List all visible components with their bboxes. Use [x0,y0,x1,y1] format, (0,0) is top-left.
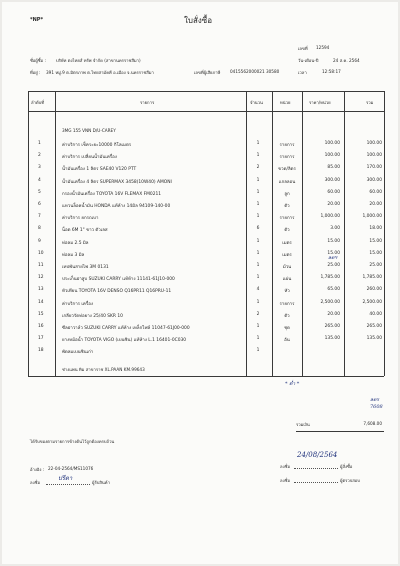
table-row [0,324,400,333]
ref-value: 22-04-2564/MS11076 [48,466,94,471]
doc-title: ใบสั่งซื้อ [184,16,213,25]
cell-item: เกลียวรัดท่อยาง 25/40 SKR 10 [62,313,123,319]
col-header-total: รวม [366,100,374,105]
cell-item: ค่าบริการ ยกรถเบา [62,216,99,222]
cell-unit: แผ่น [282,277,292,283]
total-rule [296,431,384,432]
cell-no: 5 [38,189,41,195]
ref-label: อ้างอิง : [30,467,45,472]
cell-unit: รายการ [279,216,295,222]
cell-price: 265.00 [324,324,340,329]
cell-item: กรองน้ำมันเครื่อง TOYOTA 16V FLEMAX FM0211 [62,191,162,197]
cell-price: 1,785.00 [320,275,340,281]
cell-no: 2 [38,153,41,159]
cell-item: เทปพันสายไฟ 3M 0131 [62,265,109,270]
cell-item: ยางหม้อน้ำ TOYOTA VIGO (เบนซิน) แท้ห้าง L.1 16401-0C030 [62,338,187,344]
handwritten-note: 7608 [370,404,383,410]
cell-total: 260.00 [366,287,382,293]
address-label: ที่อยู่ : [30,70,41,75]
cell-total: 40.00 [369,311,382,317]
cell-price: 60.00 [327,189,340,195]
cell-qty: 2 [256,165,260,171]
cell-no: 17 [38,336,44,342]
cell-no: 3 [38,165,41,171]
note-line: ช่างแพน ทิม สาขาราช XL.PAAN KM.99643 [62,367,145,372]
tax-label: เลขที่ผู้เสียภาษี [194,70,221,75]
table-row [0,178,400,187]
sign-left-line [46,484,90,485]
table-row [0,141,400,150]
cell-unit: ชุด [284,326,290,331]
cell-no: 13 [38,287,44,293]
cell-unit: อัน [284,338,290,344]
col-header-no: ลำดับที่ [31,100,45,105]
cell-item: ท่อลม 3 มิล [62,252,85,258]
cell-price: 1,000.00 [320,214,340,220]
cell-item: ท่อลม 2.5 มิล [62,240,89,246]
total-label: รวมเงิน [296,422,310,427]
tax-id: 0415562000021 30580 [230,69,280,74]
cell-qty: 1 [256,324,260,329]
cell-unit: ขวด/ลิตร [278,167,296,173]
cell-no: 6 [38,202,41,207]
cell-price: 100.00 [324,141,340,146]
cell-item: ค่าบริการ เปลี่ยนน้ำมันเครื่อง [62,155,117,161]
cell-unit: หัว [284,289,290,295]
cell-total: 1,785.00 [362,275,382,281]
cell-price: 85.00 [327,165,340,171]
cell-no: 9 [38,238,41,244]
cell-item: ค่าบริการ เครื่อง [62,301,94,307]
cell-item: แหวนล็อคน้ำมัน HONDA แท้ห้าง 14มิล 94109-140-00 [62,204,171,209]
cell-qty: 1 [256,177,260,183]
table-row [0,190,400,199]
cell-no: 7 [38,214,41,220]
cell-unit: ม้วน [282,265,292,270]
table-header-rule [28,111,384,112]
cell-qty: 1 [256,189,260,195]
cell-unit: ตัว [284,204,290,209]
cell-item: น็อต 6M 1" ขาว ตัวเลส [62,228,108,234]
doc-no-label: เลขที่ [298,46,308,51]
table-row [0,153,400,162]
cell-qty: 1 [256,263,260,268]
cell-qty: 4 [256,287,260,293]
cell-no: 10 [38,250,44,256]
handwritten-note: * ต่ำ * [285,381,300,387]
cell-qty: 1 [256,275,260,281]
received-statement: ได้รับของตามรายการข้างต้นไว้ถูกต้องครบถ้วน [30,439,115,444]
cell-price: 2,500.00 [320,299,340,305]
handwritten-note: ลดร [370,397,379,403]
table-bottom-rule [28,376,384,377]
sign-left-label: ลงชื่อ [30,480,40,485]
cell-price: 20.00 [327,202,340,207]
cell-price: 65.00 [327,287,340,293]
table-row [0,348,400,357]
table-row [0,165,400,174]
cell-total: 25.00 [369,263,382,268]
date-value: 24 ส.ค. 2564 [333,58,360,63]
total-value: 7,608.00 [363,421,382,426]
cell-item: พัดลมเบนซินเก่า [62,350,94,356]
cell-price: 100.00 [324,153,340,159]
cell-price: 300.00 [324,177,340,183]
cell-unit: รายการ [279,155,295,161]
col-header-qty: จำนวน [250,100,263,105]
sign-check-line [294,482,338,483]
cell-item: น้ำมันเครื่อง 1 ลิตร SAE40 V120 PTT [62,167,137,173]
sign-left-caption: ผู้รับสินค้า [92,480,110,485]
cell-total: 60.00 [369,189,382,195]
address: 391 หมู่.9 ต.มิตรภาพ ต.ไทยสามัคคี อ.เมือง จ.นครราชสีมา [46,70,154,75]
cell-qty: 1 [256,202,260,207]
col-header-price: ราคา/หน่วย [309,100,331,105]
cell-total: 300.00 [366,177,382,183]
signature-right: 24/08/2564 [297,451,338,459]
table-row [0,226,400,235]
cell-price: 20.00 [327,311,340,317]
cell-item: น้ำมันเครื่อง 4 ลิตร SUPERMAX 3458(10W40) AMONI [62,179,172,185]
table-row [0,263,400,272]
cell-item: ประเก็นฝาสูบ SUZUKI CARRY แท้ห้าง 11141-61J10-000 [62,277,175,283]
cell-unit: เมตร [282,240,292,246]
table-top-rule [28,91,384,92]
cell-total: 100.00 [366,153,382,159]
handwritten-note: ลดฯ [328,255,338,261]
cell-total: 2,500.00 [362,299,382,305]
cell-unit: แกลลอน [278,179,296,185]
cell-no: 12 [38,275,44,281]
cell-total: 100.00 [366,141,382,146]
cell-qty: 1 [256,238,260,244]
cell-total: 15.00 [369,238,382,244]
cell-qty: 1 [256,348,260,354]
buyer-label: ชื่อผู้ซื้อ : [30,58,46,63]
sign-right-caption: ผู้สั่งซื้อ [340,464,353,469]
cell-no: 11 [38,263,44,268]
cell-qty: 6 [256,226,260,232]
cell-price: 15.00 [327,238,340,244]
time-label: เวลา [298,70,307,75]
cell-price: 3.00 [330,226,340,232]
table-row [0,251,400,260]
cell-total: 15.00 [369,250,382,256]
sign-right-line [294,468,338,469]
doc-no: 12594 [316,45,330,50]
time-value: 12:58:17 [322,69,341,74]
section-title: 3MG 155 VNN D/U-CAREY [62,128,116,133]
cell-qty: 1 [256,153,260,159]
cell-qty: 1 [256,299,260,305]
table-row [0,202,400,211]
cell-unit: ตัว [284,228,290,234]
cell-qty: 1 [256,214,260,220]
date-label: วัน-เดือน-ปี [298,58,319,63]
cell-item: ซีลฝาวาล์ว SUZUKI CARRY แท้ห้าง เหล็กไฟล์ 11047-61J00-000 [62,326,190,331]
table-row [0,336,400,345]
cell-item: หัวเทียน TOYOTA 16V DENSO Q16PR11 Q16PRU-11 [62,289,172,295]
cell-total: 20.00 [369,202,382,207]
table-row [0,287,400,296]
cell-price: 25.00 [327,263,340,268]
cell-no: 1 [38,141,41,146]
cell-unit: ตัว [284,313,290,319]
sign-right-label: ลงชื่อ [280,464,290,469]
cell-no: 18 [38,348,44,354]
cell-no: 8 [38,226,41,232]
doc-code: *NP* [30,17,44,23]
cell-unit: รายการ [279,301,295,307]
table-row [0,300,400,309]
buyer-name: บริษัท ตงไทยส์ ทรัพ จำกัด (สาขานครราชสีมา) [56,58,141,63]
cell-total: 135.00 [366,336,382,342]
cell-item: ค่าบริการ เช็คระยะ10000 กิโลเมตร [62,143,132,148]
cell-no: 4 [38,177,41,183]
sign-check-label: ลงชื่อ [280,478,290,483]
table-row [0,275,400,284]
cell-total: 18.00 [369,226,382,232]
cell-price: 135.00 [324,336,340,342]
cell-qty: 1 [256,250,260,256]
cell-no: 14 [38,299,44,305]
cell-total: 1,000.00 [362,214,382,220]
cell-unit: รายการ [279,143,295,148]
cell-qty: 2 [256,311,260,317]
cell-qty: 1 [256,336,260,342]
cell-total: 170.00 [366,165,382,171]
col-header-unit: หน่วย [280,100,291,105]
cell-no: 15 [38,311,44,317]
cell-price: 15.00 [327,250,340,256]
cell-qty: 1 [256,141,260,146]
cell-unit: เมตร [282,252,292,258]
cell-no: 16 [38,324,44,329]
cell-total: 265.00 [366,324,382,329]
signature-left: ปรีดา [58,475,73,482]
table-row [0,214,400,223]
sign-check-caption: ผู้ตรวจสอบ [340,478,360,483]
col-header-item: รายการ [140,100,155,105]
table-row [0,312,400,321]
table-row [0,239,400,248]
cell-unit: ลูก [284,191,290,197]
